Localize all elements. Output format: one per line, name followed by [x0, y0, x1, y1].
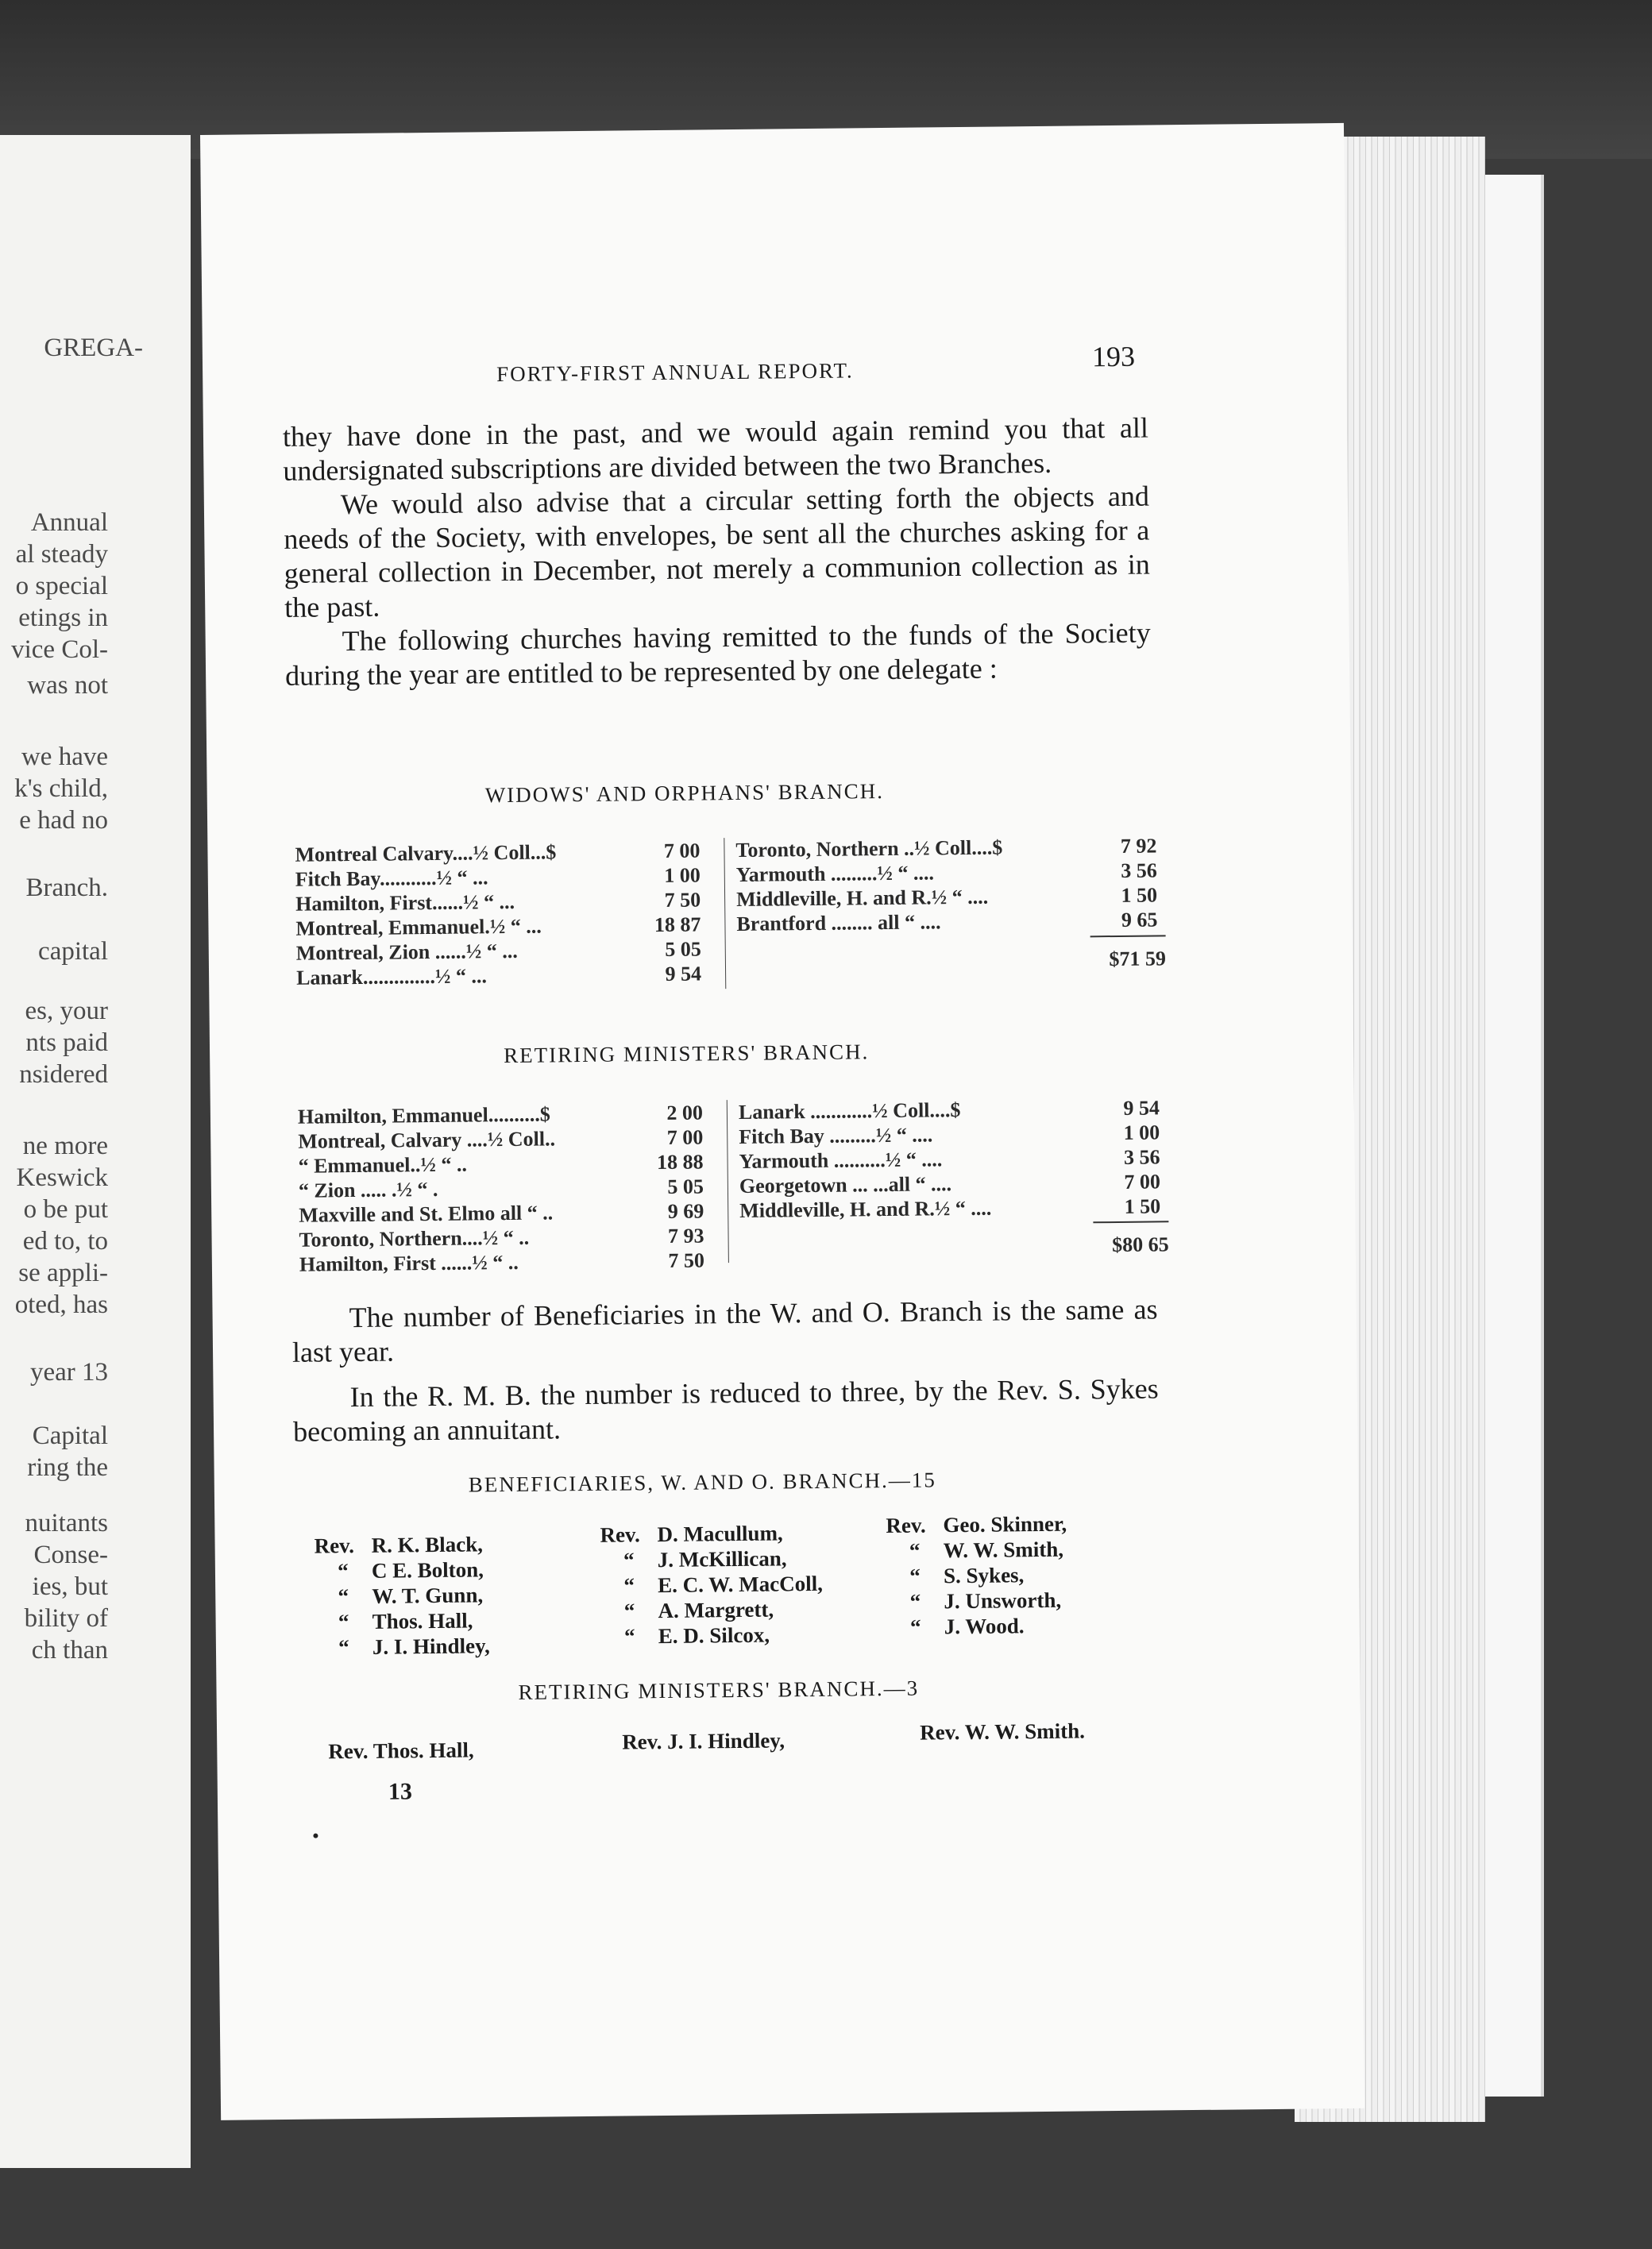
beneficiary-row: [315, 1607, 489, 1634]
amount: 7 00: [1124, 1170, 1161, 1194]
table-row: [736, 907, 1165, 936]
church-entry: Georgetown ... ...all “ ....: [739, 1172, 952, 1198]
beneficiary-name: R. K. Black,: [371, 1532, 484, 1557]
amount: 18 87: [654, 912, 701, 937]
beneficiaries-paragraph-2: In the R. M. B. the number is reduced to three, by the Rev. S. Sykes becoming an annuitant.: [292, 1372, 1159, 1448]
left-page-text-fragment: Annual: [30, 508, 108, 537]
wo-branch-table: [295, 833, 1170, 1001]
ben-wo-title: BENEFICIARIES, W. AND O. BRANCH.—15: [468, 1468, 937, 1497]
amount: 7 93: [667, 1224, 704, 1248]
left-page-text-fragment: e had no: [19, 806, 108, 835]
left-page-text-fragment: ies, but: [32, 1572, 108, 1601]
left-page-text-fragment: Keswick: [16, 1163, 108, 1192]
total-rule: [1090, 935, 1166, 937]
main-page: [200, 123, 1364, 2120]
beneficiary-row: [886, 1537, 1067, 1564]
left-page-text-fragment: Branch.: [25, 874, 108, 902]
wo-right-column: [735, 833, 1165, 936]
amount: 2 00: [666, 1101, 704, 1124]
title-prefix: Rev.: [314, 1533, 355, 1558]
church-entry: “ Emmanuel..½ “ ..: [298, 1152, 468, 1178]
left-page-text-fragment: ed to, to: [22, 1227, 108, 1256]
beneficiary-row: [314, 1531, 488, 1558]
left-page-text-fragment: Conse-: [33, 1541, 108, 1569]
church-entry: Montreal, Emmanuel.½ “ ...: [295, 914, 542, 940]
left-page-text-fragment: al steady: [15, 540, 108, 569]
church-entry: Yarmouth ..........½ “ ....: [739, 1148, 943, 1173]
beneficiary-row: [315, 1633, 490, 1660]
beneficiaries-paragraph-1: The number of Beneficiaries in the W. and O. Branch is the same as last year.: [291, 1293, 1158, 1368]
beneficiary-row: [315, 1557, 489, 1584]
church-entry: Hamilton, First ......½ “ ..: [299, 1250, 519, 1276]
beneficiary-name: J. McKillican,: [657, 1546, 787, 1572]
table-row: [739, 1194, 1168, 1223]
rm-branch-title: RETIRING MINISTERS' BRANCH.: [504, 1040, 870, 1068]
left-page-text-fragment: o be put: [23, 1195, 108, 1224]
left-page-text-fragment: nts paid: [25, 1028, 108, 1057]
beneficiary-name: S. Sykes,: [943, 1563, 1025, 1588]
amount: 9 65: [1121, 908, 1158, 932]
rm-total: $80 65: [1112, 1233, 1169, 1257]
title-prefix: “: [338, 1610, 349, 1634]
left-page-text-fragment: nuitants: [25, 1509, 108, 1537]
amount: 9 54: [665, 962, 702, 986]
beneficiary-name: C E. Bolton,: [371, 1557, 484, 1583]
intro-paragraph-1: they have done in the past, and we would again remind you that all undersignated subscriptions are divided between the two Branches.: [282, 411, 1149, 487]
left-page-text-fragment: year 13: [29, 1358, 108, 1387]
left-page-text-fragment: ring the: [27, 1453, 108, 1482]
left-page-text-fragment: vice Col-: [11, 635, 108, 664]
left-page-text-fragment: o special: [15, 572, 108, 600]
church-entry: Lanark..............½ “ ...: [295, 964, 488, 989]
wo-total: $71 59: [1109, 947, 1167, 971]
amount: 1 00: [664, 863, 701, 887]
beneficiary-row: [886, 1562, 1067, 1589]
title-prefix: “: [338, 1559, 349, 1584]
wo-branch-title: WIDOWS' AND ORPHANS' BRANCH.: [484, 779, 885, 808]
ben-wo-column-1: [314, 1531, 489, 1660]
amount: 7 50: [668, 1248, 705, 1272]
amount: 7 00: [666, 1125, 704, 1149]
beneficiary-row: [315, 1582, 489, 1609]
title-prefix: “: [338, 1584, 349, 1609]
ben-rm-name-1: Rev. Thos. Hall,: [328, 1738, 474, 1764]
beneficiary-name: J. Unsworth,: [944, 1587, 1062, 1614]
beneficiary-name: Thos. Hall,: [372, 1608, 473, 1634]
rm-right-column: [739, 1095, 1169, 1223]
church-entry: Montreal, Calvary ....½ Coll..: [298, 1127, 556, 1153]
rm-left-column: [298, 1100, 712, 1276]
beneficiary-row: [600, 1596, 823, 1624]
ben-rm-name-2: Rev. J. I. Hindley,: [622, 1728, 785, 1754]
page-number: 193: [1091, 340, 1136, 373]
left-page-text-fragment: GREGA-: [44, 334, 143, 362]
amount: 7 00: [663, 839, 701, 862]
ben-wo-column-2: [600, 1520, 823, 1649]
left-page-text-fragment: Capital: [32, 1422, 108, 1450]
left-page-text-fragment: se appli-: [18, 1259, 108, 1287]
beneficiary-name: J. Wood.: [944, 1614, 1025, 1639]
intro-text: [283, 411, 1152, 693]
church-entry: Yarmouth .........½ “ ....: [735, 861, 935, 886]
beneficiary-name: A. Margrett,: [658, 1597, 774, 1623]
church-entry: Fitch Bay...........½ “ ...: [295, 866, 488, 891]
title-prefix: “: [909, 1614, 921, 1639]
title-prefix: “: [909, 1538, 921, 1563]
church-entry: Hamilton, First......½ “ ...: [295, 889, 515, 916]
ben-wo-column-3: [886, 1511, 1067, 1640]
amount: 1 50: [1121, 883, 1158, 907]
church-entry: Middleville, H. and R.½ “ ....: [739, 1196, 992, 1222]
table-row: [296, 961, 709, 989]
church-entry: Brantford ........ all “ ....: [736, 910, 941, 935]
beneficiary-name: D. Macullum,: [657, 1521, 783, 1547]
beneficiary-name: J. I. Hindley,: [372, 1634, 490, 1659]
signature-mark: 13: [388, 1778, 413, 1805]
ben-rm-title: RETIRING MINISTERS' BRANCH.—3: [518, 1676, 920, 1704]
title-prefix: Rev.: [600, 1522, 640, 1547]
beneficiary-row: [600, 1545, 823, 1573]
amount: 3 56: [1123, 1145, 1160, 1169]
total-rule: [1093, 1221, 1168, 1223]
beneficiary-name: W. T. Gunn,: [372, 1583, 484, 1608]
left-page-text-fragment: es, your: [25, 997, 108, 1025]
beneficiary-row: [886, 1587, 1067, 1614]
title-prefix: Rev.: [886, 1513, 926, 1538]
beneficiary-name: E. D. Silcox,: [658, 1622, 770, 1649]
amount: 5 05: [667, 1175, 704, 1198]
amount: 18 88: [656, 1150, 704, 1175]
beneficiaries-text: [291, 1292, 1159, 1449]
church-entry: Montreal Calvary....½ Coll...$: [295, 840, 557, 866]
amount: 5 05: [665, 937, 701, 961]
intro-paragraph-2: We would also advise that a circular setting forth the objects and needs of the Society, with envelopes, be sent all the churches asking for a general collection in December, not merely a communion collection as in the past.: [284, 480, 1150, 623]
church-entry: “ Zion ..... .½ “ .: [298, 1177, 438, 1202]
column-rule: [727, 1100, 729, 1263]
title-prefix: “: [623, 1548, 635, 1572]
church-entry: Fitch Bay .........½ “ ....: [739, 1123, 933, 1148]
ben-rm-name-3: Rev. W. W. Smith.: [919, 1719, 1086, 1745]
running-header: FORTY-FIRST ANNUAL REPORT.: [496, 358, 854, 387]
beneficiary-row: [887, 1613, 1068, 1640]
amount: 7 50: [664, 888, 701, 912]
table-row: [299, 1248, 712, 1276]
church-entry: Middleville, H. and R.½ “ ....: [735, 885, 989, 911]
title-prefix: “: [623, 1599, 635, 1623]
left-page-text-fragment: nsidered: [19, 1060, 108, 1089]
church-entry: Montreal, Zion ......½ “ ...: [295, 939, 518, 965]
amount: 3 56: [1121, 858, 1157, 882]
left-page-text-fragment: was not: [27, 671, 108, 700]
column-rule: [724, 838, 726, 989]
rm-branch-table: [298, 1095, 1173, 1295]
amount: 1 00: [1123, 1121, 1160, 1144]
left-page-text-fragment: ne more: [22, 1132, 108, 1160]
left-page-text-fragment: we have: [21, 743, 108, 771]
title-prefix: “: [909, 1589, 921, 1614]
title-prefix: “: [338, 1635, 349, 1660]
left-page-fragment: [0, 135, 191, 2168]
beneficiary-name: E. C. W. MacColl,: [657, 1571, 824, 1598]
intro-paragraph-3: The following churches having remitted to the funds of the Society during the year are entitled to be represented by one delegate :: [284, 616, 1151, 692]
beneficiary-row: [600, 1571, 823, 1599]
beneficiary-row: [601, 1622, 824, 1649]
amount: 9 54: [1123, 1096, 1160, 1120]
beneficiary-name: Geo. Skinner,: [943, 1511, 1067, 1537]
left-page-text-fragment: oted, has: [14, 1290, 108, 1319]
church-entry: Toronto, Northern....½ “ ..: [299, 1225, 530, 1252]
amount: 7 92: [1120, 834, 1157, 858]
title-prefix: “: [623, 1624, 635, 1649]
title-prefix: “: [909, 1564, 921, 1588]
left-page-text-fragment: bility of: [24, 1604, 108, 1633]
left-page-text-fragment: etings in: [18, 604, 108, 632]
ink-dot: [313, 1834, 318, 1838]
church-entry: Toronto, Northern ..½ Coll....$: [735, 835, 1003, 862]
beneficiary-name: W. W. Smith,: [943, 1537, 1064, 1563]
amount: 9 69: [667, 1199, 704, 1223]
left-page-text-fragment: ch than: [31, 1636, 108, 1665]
church-entry: Hamilton, Emmanuel..........$: [297, 1102, 550, 1128]
amount: 1 50: [1124, 1194, 1161, 1218]
beneficiary-row: [886, 1511, 1067, 1538]
left-page-text-fragment: k's child,: [14, 774, 108, 803]
church-entry: Lanark ............½ Coll....$: [738, 1098, 961, 1124]
left-page-text-fragment: capital: [38, 937, 108, 966]
beneficiary-row: [600, 1520, 822, 1548]
wo-left-column: [295, 838, 709, 989]
title-prefix: “: [623, 1573, 635, 1598]
church-entry: Maxville and St. Elmo all “ ..: [299, 1201, 554, 1227]
